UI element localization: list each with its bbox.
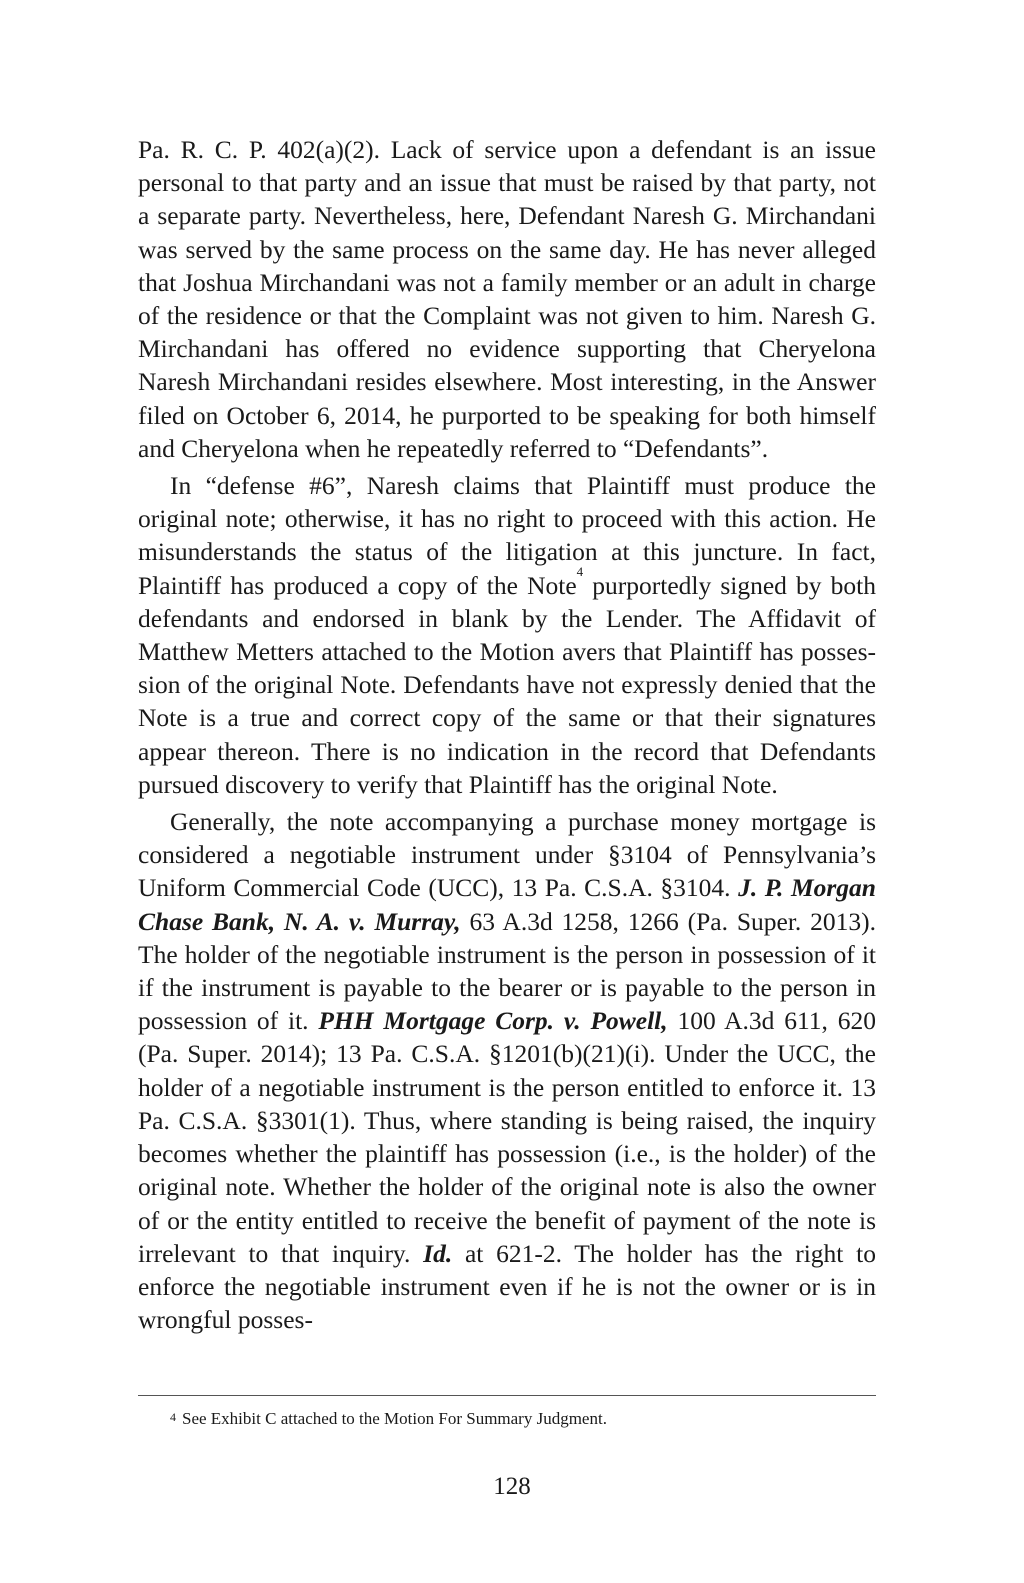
paragraph-3-text-b: 63 A.3d 1258, 1266 (Pa. Super. 2013). The holder of the negotiable instrument is the person in possession of it if the instrument is payable to the bearer or is payable to the person in possession of it. <box>138 906 876 1036</box>
case-citation-phh-mortgage: PHH Mortgage Corp. v. Powell, <box>318 1006 668 1036</box>
paragraph-1-text: Pa. R. C. P. 402(a)(2). Lack of service upon a defendant is an issue personal to that party and an issue that must be raised by that party, not a separate party. Nevertheless, here, Defendant Naresh G. Mirchandani was served by the same process on the same day. He has never alleged that Joshua Mirchandani was not a family member or an adult in charge of the residence or that the Complaint was not given to him. Naresh G. Mirchandani has offered no evidence supporting that Cheryelona Naresh Mirchandani resides elsewhere. Most interesting, in the Answer filed on October 6, 2014, he purported to be speaking for both himself and Cheryelona when he repeatedly referred to “Defendants”. <box>138 135 876 463</box>
paragraph-3-text-c: 100 A.3d 611, 620 (Pa. Super. 2014); 13 Pa. C.S.A. §1201(b)(21)(i). Under the UCC, the holder of a negotiable instrument is the person entitled to enforce it. 13 Pa. C.S.A. §3301(1). Thus, where standing is being raised, the inquiry becomes whether the plaintiff has possession (i.e., is the holder) of the original note. Whether the holder of the original note is also the owner of or the entity entitled to receive the benefit of payment of the note is irrelevant to that inquiry. <box>138 1006 877 1268</box>
case-citation-jp-morgan: J. P. Morgan Chase Bank, N. A. v. Murray, <box>138 873 876 936</box>
page-number: 128 <box>493 1473 531 1500</box>
paragraph-2-text-b: purportedly signed by both defendants and endorsed in blank by the Lender. The Affidavit of Matthew Metters attached to the Motion avers that Plaintiff has possession of the original Note. Defendants have not expressly denied that the Note is a true and correct copy of the same or that their signatures appear thereon. There is no indication in the record that Defendants pursued discovery to verify that Plaintiff has the original Note. <box>138 570 876 799</box>
paragraph-2 <box>138 469 876 801</box>
footnote-number: 4 <box>170 1410 176 1424</box>
footnote <box>170 1408 876 1430</box>
footnote-divider <box>138 1395 876 1396</box>
footnote-text: See Exhibit C attached to the Motion For Summary Judgment. <box>182 1409 607 1428</box>
page-body <box>138 133 876 1336</box>
paragraph-1 <box>138 133 876 465</box>
paragraph-3-text-a: Generally, the note accompanying a purchase money mortgage is considered a negotiable instrument under §3104 of Pennsylvania’s Uniform Commercial Code (UCC), 13 Pa. C.S.A. §3104. <box>138 807 876 903</box>
paragraph-3 <box>138 805 876 1336</box>
footnote-reference[interactable]: 4 <box>576 563 584 579</box>
paragraph-3-text-d: at 621-2. The holder has the right to enforce the negotiable instrument even if he is not the owner or is in wrongful posses- <box>138 1238 876 1335</box>
paragraph-2-text-a: In “defense #6”, Naresh claims that Plaintiff must produce the original note; otherwise, it has no right to proceed with this action. He misunderstands the status of the litigation at this juncture. In fact, Plaintiff has produced a copy of the Note <box>138 471 876 600</box>
citation-id: Id. <box>423 1238 453 1268</box>
